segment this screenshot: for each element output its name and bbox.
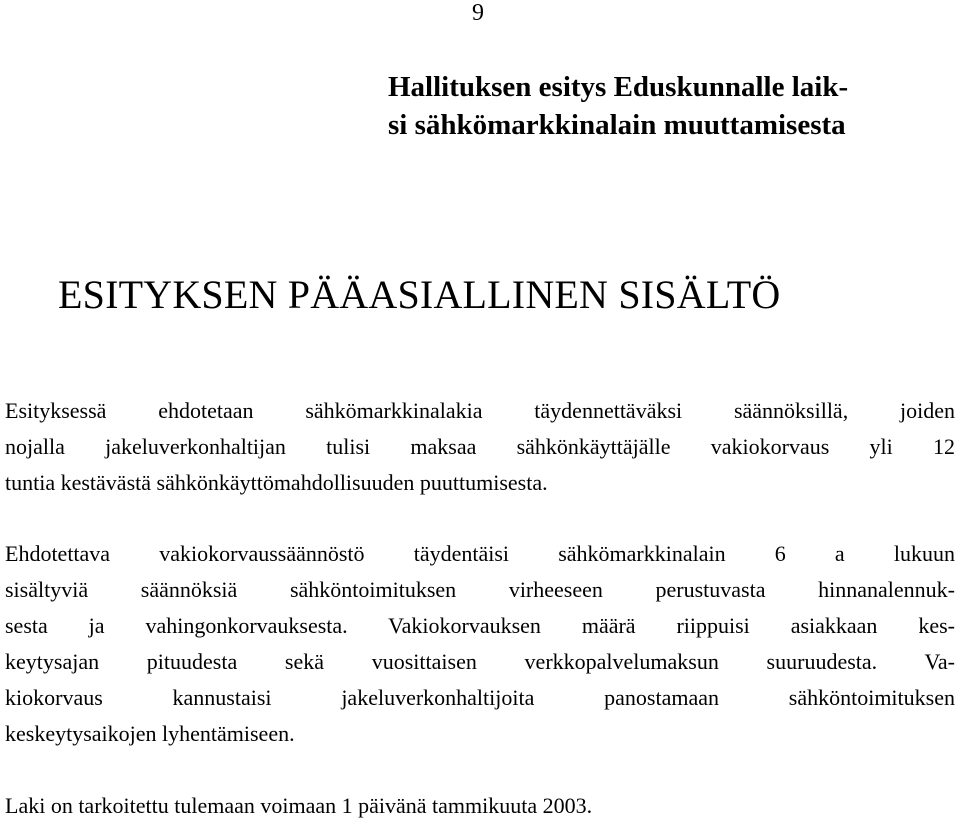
- summary-paragraph-2: [5, 536, 955, 752]
- paragraph-2-line-4: keytysajan pituudesta sekä vuosittaisen verkkopalvelumaksun suuruudesta. Va-: [5, 649, 955, 674]
- title-line-1: Hallituksen esitys Eduskunnalle laik-: [388, 71, 849, 103]
- title-line-2: si sähkömarkkinalain muuttamisesta: [388, 109, 846, 141]
- paragraph-2-line-2: sisältyviä säännöksiä sähköntoimituksen virheeseen perustuvasta hinnanalennuk-: [5, 577, 955, 602]
- paragraph-2-line-3: sesta ja vahingonkorvauksesta. Vakiokorvauksen määrä riippuisi asiakkaan kes-: [5, 613, 955, 638]
- document-title: [388, 68, 958, 144]
- summary-paragraph-1: [5, 393, 955, 501]
- paragraph-1-line-3: tuntia kestävästä sähkönkäyttömahdollisuuden puuttumisesta.: [5, 470, 548, 495]
- paragraph-1-line-1: Esityksessä ehdotetaan sähkömarkkinalakia täydennettäväksi säännöksillä, joiden: [5, 398, 955, 423]
- section-heading: ESITYKSEN PÄÄASIALLINEN SISÄLTÖ: [58, 272, 781, 317]
- paragraph-2-line-5: kiokorvaus kannustaisi jakeluverkonhaltijoita panostamaan sähköntoimituksen: [5, 685, 955, 710]
- paragraph-1-line-2: nojalla jakeluverkonhaltijan tulisi maksaa sähkönkäyttäjälle vakiokorvaus yli 12: [5, 434, 955, 459]
- page-number: 9: [472, 0, 484, 26]
- paragraph-2-line-1: Ehdotettava vakiokorvaussäännöstö täydentäisi sähkömarkkinalain 6 a lukuun: [5, 541, 955, 566]
- effective-date-paragraph: Laki on tarkoitettu tulemaan voimaan 1 päivänä tammikuuta 2003.: [5, 793, 593, 818]
- paragraph-2-line-6: keskeytysaikojen lyhentämiseen.: [5, 721, 295, 746]
